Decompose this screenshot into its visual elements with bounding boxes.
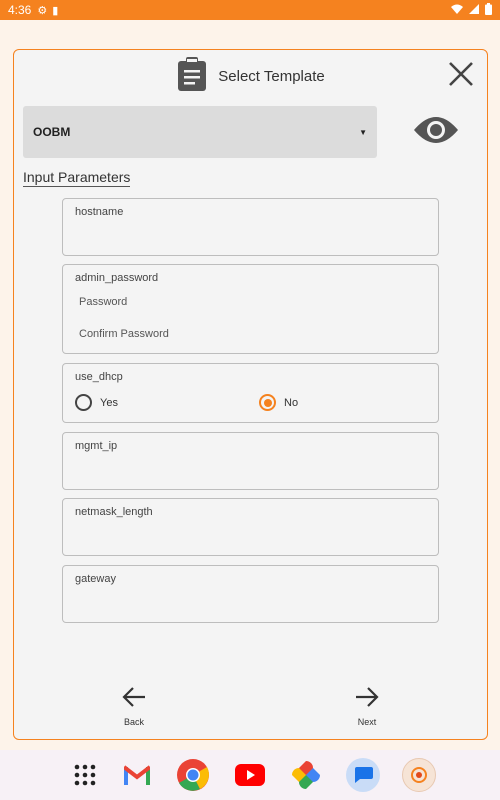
back-button[interactable]	[104, 686, 164, 734]
param-name: gateway	[75, 573, 116, 585]
arrow-right-icon	[354, 686, 380, 713]
select-template-dialog	[13, 49, 488, 740]
messages-icon[interactable]	[346, 758, 380, 792]
template-select[interactable]	[23, 106, 377, 158]
radio-unchecked-icon	[75, 394, 92, 411]
radio-no[interactable]	[259, 394, 298, 411]
param-name: use_dhcp	[75, 371, 123, 383]
param-mgmt-ip[interactable]	[62, 432, 439, 490]
confirm-password-field[interactable]: Confirm Password	[79, 328, 169, 340]
status-bar	[0, 0, 500, 20]
section-label: Input Parameters	[23, 169, 131, 185]
chevron-down-icon: ▼	[359, 127, 367, 137]
preview-button[interactable]	[410, 112, 462, 152]
eye-icon	[412, 114, 460, 151]
signal-icon	[469, 3, 479, 17]
next-label: Next	[357, 717, 377, 727]
radio-label: Yes	[100, 396, 118, 409]
wifi-icon	[451, 3, 463, 17]
sim-card-icon: ▮	[52, 4, 59, 17]
param-admin-password	[62, 264, 439, 354]
youtube-icon[interactable]	[233, 758, 267, 792]
close-icon	[448, 61, 474, 92]
param-name: admin_password	[75, 272, 159, 284]
param-netmask-length[interactable]	[62, 498, 439, 556]
next-button[interactable]	[337, 686, 397, 734]
radio-checked-icon	[259, 394, 276, 411]
back-label: Back	[123, 717, 144, 727]
param-use-dhcp	[62, 363, 439, 423]
param-name: mgmt_ip	[75, 440, 118, 452]
param-name: netmask_length	[75, 506, 153, 518]
app-drawer-icon[interactable]	[68, 758, 102, 792]
settings-gear-icon: ⚙	[37, 4, 48, 17]
chrome-icon[interactable]	[176, 758, 210, 792]
radio-yes[interactable]	[75, 394, 118, 411]
param-hostname[interactable]	[62, 198, 439, 256]
arrow-left-icon	[121, 686, 147, 713]
password-field[interactable]: Password	[79, 296, 128, 308]
template-select-value: OOBM	[33, 125, 71, 139]
battery-icon	[485, 3, 492, 18]
dialog-title: Select Template	[218, 67, 325, 85]
photos-icon[interactable]	[289, 758, 323, 792]
param-gateway[interactable]	[62, 565, 439, 623]
radio-label: No	[284, 396, 299, 409]
status-time: 4:36	[8, 3, 32, 17]
gmail-icon[interactable]	[120, 758, 154, 792]
dhcp-radio-group	[75, 394, 425, 412]
app-icon[interactable]	[402, 758, 436, 792]
clipboard-icon	[176, 57, 208, 96]
taskbar	[0, 750, 500, 800]
param-name: hostname	[75, 206, 124, 218]
dialog-header	[14, 50, 487, 102]
close-button[interactable]	[445, 60, 477, 92]
